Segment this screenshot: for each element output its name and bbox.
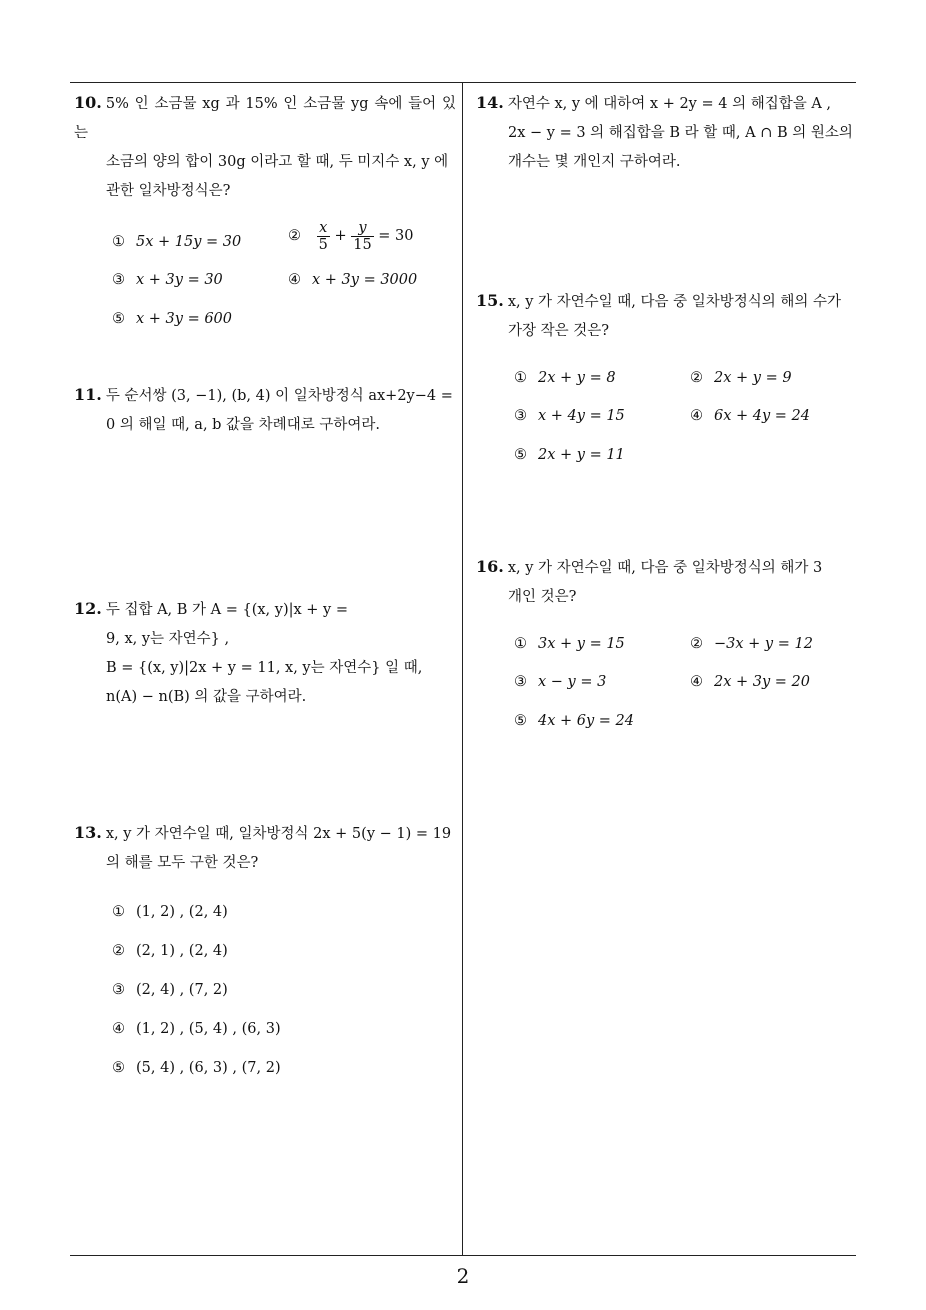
choices-list [112,898,456,1093]
problem-10 [74,88,456,340]
stem-line: x, y 가 자연수일 때, 다음 중 일차방정식의 해의 수가 [507,294,842,310]
choice-mark: ① [112,234,125,250]
problem-15 [476,286,860,484]
choice-4[interactable]: ④ (1, 2) , (5, 4) , (6, 3) [112,1021,281,1037]
stem-line: 소금의 양의 합이 30g 이라고 할 때, 두 미지수 x, y 에 [106,154,449,170]
choice-2[interactable] [288,220,414,253]
stem-line: x, y 가 자연수일 때, 일차방정식 2x + 5(y − 1) = 19 [105,826,452,842]
choice-1[interactable]: ① (1, 2) , (2, 4) [112,904,228,920]
rhs: = 30 [378,228,414,244]
stem-line: 2x − y = 3 의 해집합을 B 라 할 때, A ∩ B 의 원소의 [508,125,853,141]
problem-number: 15. [476,291,504,310]
stem-line: 관한 일차방정식은? [106,183,231,199]
top-rule [70,82,856,83]
choice-3[interactable]: ③ x − y = 3 [514,674,607,690]
choice-2[interactable]: ② −3x + y = 12 [690,636,813,652]
choice-5[interactable]: ⑤ 4x + 6y = 24 [514,713,635,729]
problem-11 [74,380,456,440]
choices-grid [112,220,456,340]
stem-line: 자연수 x, y 에 대하여 x + 2y = 4 의 해집합을 A , [507,96,832,112]
problem-number: 14. [476,93,504,112]
stem-line: 9, x, y는 자연수} , [106,631,230,647]
problem-10-stem [74,88,456,206]
bottom-rule [70,1255,856,1256]
choice-5[interactable]: ⑤ (5, 4) , (6, 3) , (7, 2) [112,1060,281,1076]
choice-text: 5x + 15y = 30 [136,234,242,250]
problem-16 [476,552,860,750]
choice-5[interactable]: ⑤ 2x + y = 11 [514,447,625,463]
choice-3[interactable]: ③ (2, 4) , (7, 2) [112,982,228,998]
choice-1[interactable] [112,228,241,257]
stem-line: 가장 작은 것은? [508,323,610,339]
choice-1[interactable]: ① 3x + y = 15 [514,636,625,652]
stem-line: x, y 가 자연수일 때, 다음 중 일차방정식의 해가 3 [507,560,823,576]
choice-2[interactable]: ② 2x + y = 9 [690,370,792,386]
stem-line: 5% 인 소금물 xg 과 15% 인 소금물 yg 속에 들어 있는 [74,96,456,141]
choices-grid [514,630,860,750]
stem-line: 0 의 해일 때, a, b 값을 차례대로 구하여라. [106,417,380,433]
stem-line: 두 순서쌍 (3, −1), (b, 4) 이 일차방정식 ax+2y−4 = [105,388,453,404]
choice-4[interactable]: ④ 2x + 3y = 20 [690,674,811,690]
problem-number: 13. [74,823,102,842]
operator: + [334,228,347,244]
choice-4[interactable]: ④ 6x + 4y = 24 [690,408,811,424]
choices-grid [514,364,860,484]
problem-14 [476,88,860,177]
choice-1[interactable]: ① 2x + y = 8 [514,370,616,386]
choice-2[interactable]: ② (2, 1) , (2, 4) [112,943,228,959]
choice-3[interactable]: ③ x + 3y = 30 [112,272,223,288]
stem-line: 개인 것은? [508,589,577,605]
stem-line: n(A) − n(B) 의 값을 구하여라. [106,689,307,705]
problem-number: 16. [476,557,504,576]
stem-line: B = {(x, y)|2x + y = 11, x, y는 자연수} 일 때, [106,660,423,676]
problem-12 [74,594,456,712]
stem-line: 의 해를 모두 구한 것은? [106,855,259,871]
problem-number: 10. [74,93,102,112]
page-number: 2 [456,1264,470,1288]
choice-mark: ② [288,228,301,244]
fraction: $\frac{y}{15}$ [353,220,372,253]
choice-5[interactable]: ⑤ x + 3y = 600 [112,311,233,327]
choice-3[interactable]: ③ x + 4y = 15 [514,408,625,424]
choice-4[interactable]: ④ x + 3y = 3000 [288,272,418,288]
stem-line: 두 집합 A, B 가 A = {(x, y)|x + y = [105,602,348,618]
problem-number: 12. [74,599,102,618]
fraction: $\frac{x}{5}$ [318,220,328,253]
stem-line: 개수는 몇 개인지 구하여라. [508,154,681,170]
problem-13 [74,818,456,1093]
column-divider [462,82,463,1256]
problem-number: 11. [74,385,102,404]
